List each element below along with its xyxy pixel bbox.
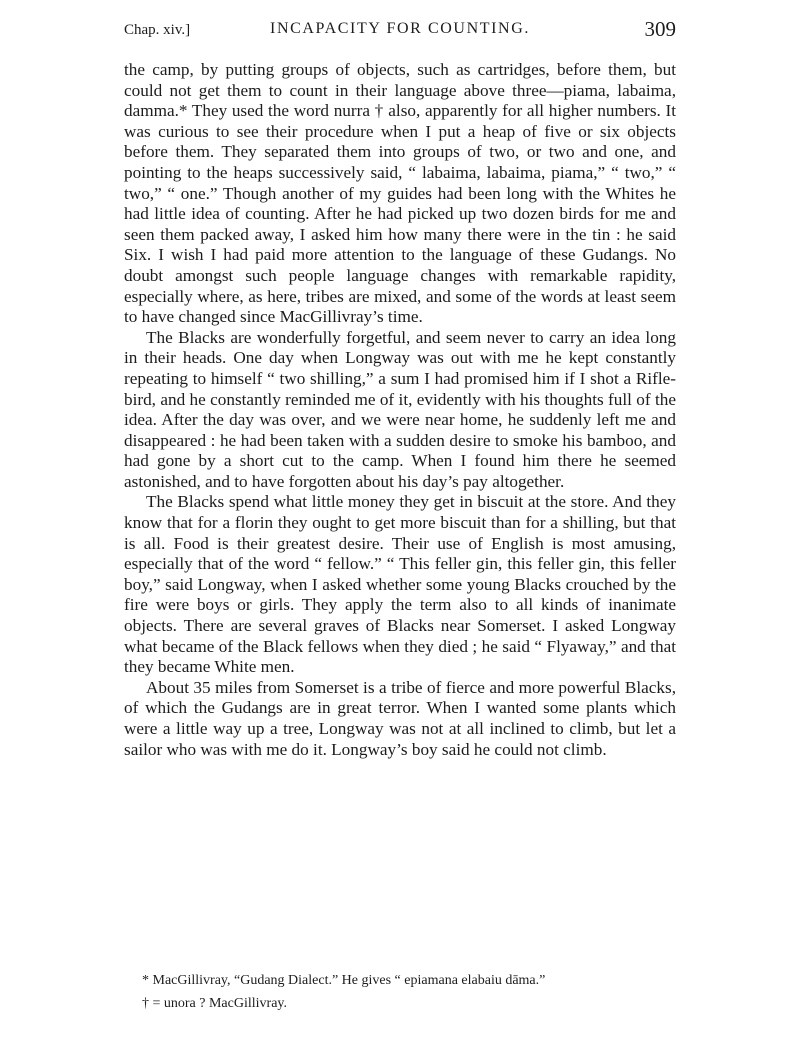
body-text xyxy=(124,60,676,760)
paragraph-forgetful: The Blacks are wonderfully forgetful, and seem never to carry an idea long in their heads. One day when Longway was out with me he kept constantly repeating to himself “ two shilling,” a sum I had promised him if I shot a Rifle-bird, and he constantly reminded me of it, evidently with his thoughts full of the idea. After the day was over, and we were near home, he suddenly left me and disappeared : he had been taken with a sudden desire to smoke his bamboo, and had gone by a short cut to the camp. When I found him there he seemed astonished, and to have forgotten about his day’s pay altogether. xyxy=(124,327,676,491)
running-title: INCAPACITY FOR COUNTING. xyxy=(270,20,530,37)
footnote-dagger: † = unora ? MacGillivray. xyxy=(142,996,287,1011)
running-header xyxy=(124,18,676,44)
paragraph-money: The Blacks spend what little money they get in biscuit at the store. And they know that for a florin they ought to get more biscuit than for a shilling, but that is all. Food is their greatest desire. Their use of English is most amusing, especially that of the word “ fellow.” “ This feller gin, this feller gin, this feller boy,” said Longway, when I asked whether some young Blacks crouched by the fire were boys or girls. They apply the term also to all kinds of inanimate objects. There are several graves of Blacks near Somerset. I asked Longway what became of the Black fellows when they died ; he said “ Flyaway,” and that they became White men. xyxy=(124,492,676,677)
chapter-reference: Chap. xiv.] xyxy=(124,22,191,38)
page-number: 309 xyxy=(644,17,676,41)
paragraph-tribe: About 35 miles from Somerset is a tribe of fierce and more powerful Blacks, of which the Gudangs are in great terror. When I wanted some plants which were a little way up a tree, Longway was not at all inclined to climb, but let a sailor who was with me do it. Longway’s boy said he could not climb. xyxy=(124,677,676,759)
footnote-asterisk: * MacGillivray, “Gudang Dialect.” He gives “ epiamana elabaiu dāma.” xyxy=(142,973,546,988)
footnotes xyxy=(124,972,676,1013)
paragraph-continued: the camp, by putting groups of objects, such as cartridges, before them, but could not get them to count in their language above three—piama, labaima, damma.* They used the word nurra † also, apparently for all higher numbers. It was curious to see their procedure when I put a heap of five or six objects before them. They separated them into groups of two, or two and one, and pointing to the heaps successively said, “ labaima, labaima, piama,” “ two,” “ two,” “ one.” Though another of my guides had been long with the Whites he had little idea of counting. After he had picked up two dozen birds for me and seen them packed away, I asked him how many there were in the tin : he said Six. I wish I had paid more attention to the language of these Gudangs. No doubt amongst such people language changes with remarkable rapidity, especially where, as here, tribes are mixed, and some of the words at least seem to have changed since MacGillivray’s time. xyxy=(124,60,676,327)
